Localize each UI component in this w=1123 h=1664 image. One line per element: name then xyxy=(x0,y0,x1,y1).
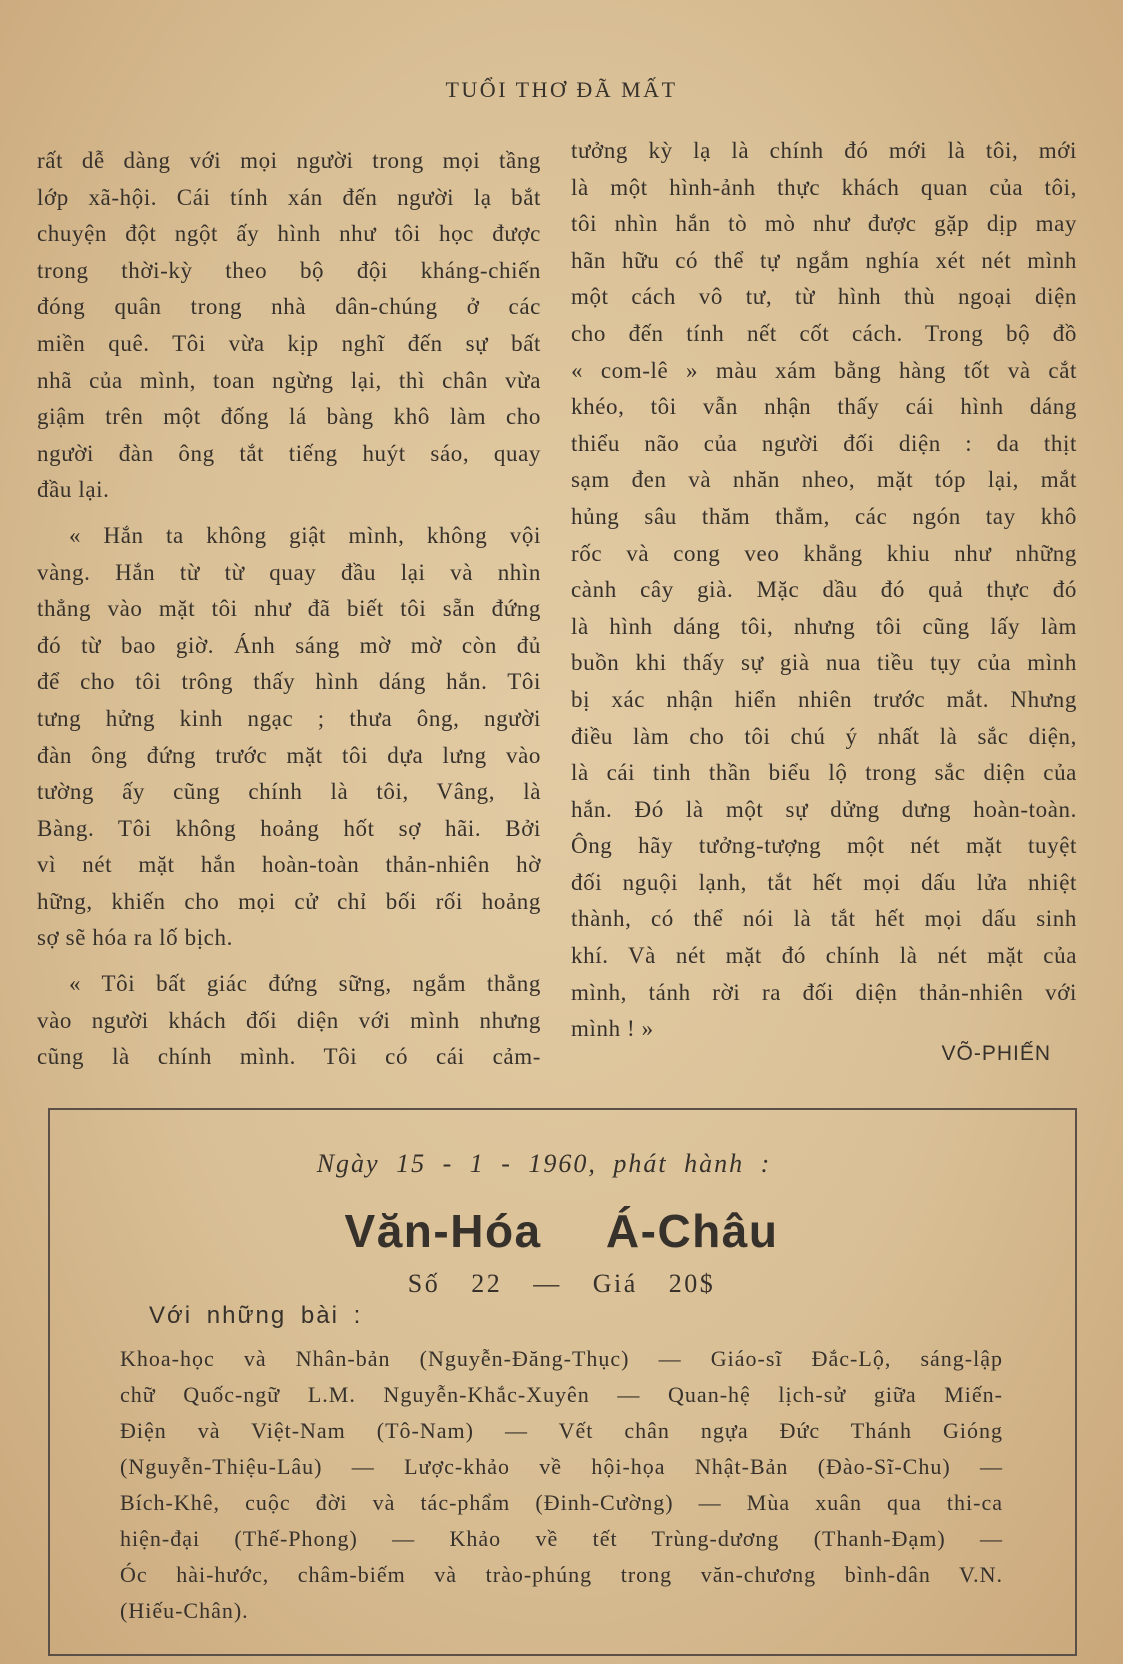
article-line: đối nguội lạnh, tắt hết mọi dấu lửa nhiệt xyxy=(571,869,1077,895)
article-line: vì nét mặt hắn hoàn-toàn thản-nhiên hờ xyxy=(37,852,541,878)
article-line: hủng sâu thăm thẳm, các ngón tay khô xyxy=(571,503,1077,529)
article-line: đó từ bao giờ. Ánh sáng mờ mờ còn đủ xyxy=(37,632,541,658)
article-line: sợ sẽ hóa ra lố bịch. xyxy=(37,925,233,951)
article-paragraph xyxy=(37,518,541,957)
contents-line: (Hiếu-Chân). xyxy=(120,1598,249,1623)
contents-line: Bích-Khê, cuộc đời và tác-phẩm (Đinh-Cường) — Mùa xuân qua thi-ca xyxy=(120,1490,1003,1515)
article-line: thẳng vào mặt tôi như đã biết tôi sẵn đứng xyxy=(37,596,541,622)
article-line: tưng hửng kinh ngạc ; thưa ông, người xyxy=(37,705,541,731)
article-line: rốc và cong veo khẳng khiu như những xyxy=(571,540,1077,566)
article-line: đóng quân trong nhà dân-chúng ở các xyxy=(37,294,541,320)
article-paragraph xyxy=(37,966,541,1076)
author-signature: VÕ-PHIẾN xyxy=(941,1042,1051,1065)
article-line: là một hình-ảnh thực khách quan của tôi, xyxy=(571,174,1077,200)
article-line: cho đến tính nết cốt cách. Trong bộ đồ xyxy=(571,320,1077,346)
article-line: là cái tinh thần biểu lộ trong sắc diện của xyxy=(571,760,1077,786)
left-column xyxy=(37,143,541,1076)
article-line: « Tôi bất giác đứng sững, ngắm thẳng xyxy=(69,971,541,997)
article-line: là hình dáng tôi, nhưng tôi cũng lấy làm xyxy=(571,613,1077,639)
article-line: mình ! » xyxy=(571,1016,654,1042)
article-line: miền quê. Tôi vừa kịp nghĩ đến sự bất xyxy=(37,330,541,356)
article-line: người đàn ông tắt tiếng huýt sáo, quay xyxy=(37,440,541,466)
article-line: cành cây già. Mặc dầu đó quả thực đó xyxy=(571,577,1077,603)
article-line: Bàng. Tôi không hoảng hốt sợ hãi. Bởi xyxy=(37,815,541,841)
article-line: rất dễ dàng với mọi người trong mọi tầng xyxy=(37,148,541,173)
article-line: « Hắn ta không giật mình, không vội xyxy=(69,522,541,548)
article-line: điều làm cho tôi chú ý nhất là sắc diện, xyxy=(571,723,1077,749)
article-paragraph xyxy=(571,133,1077,1048)
article-line: nhã của mình, toan ngừng lại, thì chân vừa xyxy=(37,367,541,393)
article-line: vào người khách đối diện với mình nhưng xyxy=(37,1007,541,1033)
article-line: khí. Và nét mặt đó chính là nét mặt của xyxy=(571,943,1077,969)
article-line: hãn hữu có thể tự ngắm nghía xét nét mình xyxy=(571,247,1077,273)
article-line: đầu lại. xyxy=(37,477,110,503)
article-line: buồn khi thấy sự già nua tiều tụy của mình xyxy=(571,650,1077,676)
article-line: một cách vô tư, từ hình thù ngoại diện xyxy=(571,284,1077,310)
article-line: trong thời-kỳ theo bộ đội kháng-chiến xyxy=(37,257,541,283)
running-title: TUỔI THƠ ĐÃ MẤT xyxy=(445,77,678,102)
issue-and-price: Số 22 — Giá 20$ xyxy=(407,1269,716,1298)
article-line: hững, khiến cho mọi cử chỉ bối rối hoảng xyxy=(37,888,541,914)
magazine-title: Văn-Hóa Á-Châu xyxy=(344,1205,779,1257)
article-line: vàng. Hắn từ từ quay đầu lại và nhìn xyxy=(37,559,541,585)
article-line: mình, tánh rời ra đối diện thản-nhiên với xyxy=(571,979,1077,1005)
article-line: hắn. Đó là một sự dửng dưng hoàn-toàn. xyxy=(571,796,1077,822)
release-date-line: Ngày 15 - 1 - 1960, phát hành : xyxy=(316,1149,772,1178)
contents-line: chữ Quốc-ngữ L.M. Nguyễn-Khắc-Xuyên — Quan-hệ lịch-sử giữa Miến- xyxy=(120,1382,1003,1407)
article-paragraph xyxy=(37,143,541,509)
article-line: lớp xã-hội. Cái tính xán đến người lạ bắt xyxy=(37,184,541,210)
article-line: tưởng kỳ lạ là chính đó mới là tôi, mới xyxy=(571,138,1077,163)
article-line: thiểu não của người đối diện : da thịt xyxy=(571,430,1077,456)
article-line: giậm trên một đống lá bàng khô làm cho xyxy=(37,404,541,430)
article-line: thành, có thể nói là tắt hết mọi dấu sinh xyxy=(571,906,1077,932)
contents-line: Khoa-học và Nhân-bản (Nguyễn-Đăng-Thục) — Giáo-sĩ Đắc-Lộ, sáng-lập xyxy=(120,1346,1003,1371)
article-line: tôi nhìn hắn tò mò như được gặp dịp may xyxy=(571,211,1077,237)
article-line: tường ấy cũng chính là tôi, Vâng, là xyxy=(37,779,541,805)
contents-line: hiện-đại (Thế-Phong) — Khảo về tết Trùng-dương (Thanh-Đạm) — xyxy=(120,1526,1003,1551)
right-column xyxy=(571,133,1077,1048)
contents-intro: Với những bài : xyxy=(149,1302,363,1329)
article-line: cũng là chính mình. Tôi có cái cảm- xyxy=(37,1044,541,1070)
contents-line: Điện và Việt-Nam (Tô-Nam) — Vết chân ngựa Đức Thánh Gióng xyxy=(120,1418,1003,1443)
article-line: « com-lê » màu xám bằng hàng tốt và cắt xyxy=(571,357,1077,383)
article-line: chuyện đột ngột ấy hình như tôi học được xyxy=(37,221,541,247)
article-line: bị xác nhận hiển nhiên trước mắt. Nhưng xyxy=(571,686,1077,712)
contents-line: (Nguyễn-Thiệu-Lâu) — Lược-khảo về hội-họa Nhật-Bản (Đào-Sĩ-Chu) — xyxy=(120,1454,1003,1479)
article-line: sạm đen và nhăn nheo, mặt tóp lại, mắt xyxy=(571,467,1077,493)
contents-line: Óc hài-hước, châm-biếm và trào-phúng trong văn-chương bình-dân V.N. xyxy=(120,1562,1003,1587)
article-line: khéo, tôi vẫn nhận thấy cái hình dáng xyxy=(571,394,1077,420)
article-line: để cho tôi trông thấy hình dáng hắn. Tôi xyxy=(37,669,541,695)
contents-list xyxy=(120,1341,1003,1629)
article-line: đàn ông đứng trước mặt tôi dựa lưng vào xyxy=(37,742,541,768)
article-line: Ông hãy tưởng-tượng một nét mặt tuyệt xyxy=(571,833,1077,859)
